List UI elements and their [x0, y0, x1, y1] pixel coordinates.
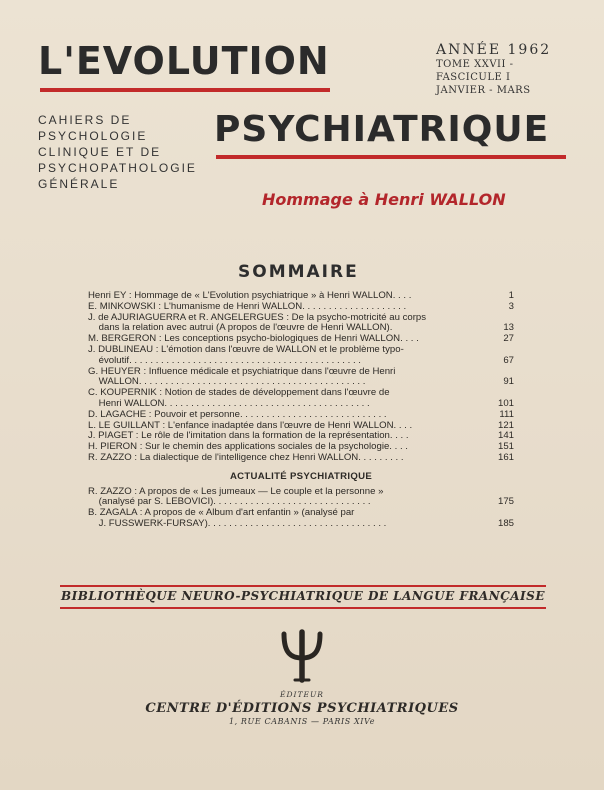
toc-entry	[88, 345, 514, 367]
toc-entry-page: 151	[497, 441, 514, 453]
toc-entry	[88, 410, 514, 421]
psi-logo-icon	[278, 628, 326, 684]
journal-title-line1: L'EVOLUTION	[38, 39, 330, 83]
toc-entry-page: 175	[497, 496, 514, 508]
subtitle-line: CLINIQUE ET DE	[38, 145, 162, 159]
toc-entry	[88, 313, 514, 335]
issue-year: ANNÉE 1962	[436, 42, 552, 58]
title-underline-2	[216, 155, 566, 159]
toc-entry-page: 1	[508, 290, 514, 301]
toc-entry	[88, 388, 514, 410]
subtitle-line: GÉNÉRALE	[38, 177, 120, 191]
toc-entry-page: 3	[508, 300, 514, 312]
toc-entry-text: R. ZAZZO : La dialectique de l'intelligence chez Henri WALLON. . . . . . . . .	[88, 451, 404, 463]
actualite-heading: ACTUALITÉ PSYCHIATRIQUE	[229, 470, 373, 482]
toc-entry-text: Henri EY : Hommage de « L'Evolution psychiatrique » à Henri WALLON. . . .	[88, 290, 412, 301]
toc-entry	[88, 453, 514, 464]
journal-title-line2: PSYCHIATRIQUE	[214, 109, 550, 150]
subtitle-line: CAHIERS DE	[38, 113, 132, 127]
toc-entry-page: 121	[497, 419, 514, 431]
toc-entry-text: H. PIERON : Sur le chemin des applications sociales de la psychologie. . . .	[88, 441, 408, 453]
title-underline-1	[40, 88, 330, 92]
hommage-dedication: Hommage à Henri WALLON	[262, 190, 506, 209]
subtitle-line: PSYCHOPATHOLOGIE	[38, 161, 197, 175]
toc-entry-page: 111	[499, 408, 514, 420]
toc-entry-text: J. PIAGET : Le rôle de l'imitation dans la formation de la représentation. . . .	[88, 430, 409, 442]
biblio-rule-top	[60, 585, 546, 587]
issue-info	[436, 42, 576, 97]
bibliotheque-banner: BIBLIOTHÈQUE NEURO-PSYCHIATRIQUE DE LANGUE FRANÇAISE	[61, 589, 545, 603]
toc-entry-page: 185	[497, 517, 514, 529]
toc-entry-page: 91	[503, 376, 514, 388]
toc-entry-text: B. ZAGALA : A propos de « Album d'art enfantin » (analysé par J. FUSSWERK-FURSAY). . . . . . . . . . . . . . . . . . . . . . . . . . . . . . . . . .	[88, 507, 387, 529]
toc-entry-text: C. KOUPERNIK : Notion de stades de développement dans l'œuvre de Henri WALLON. . . . . . . . . . . . . . . . . . . . . . . . . . . . . . . . . . . . . . .	[88, 387, 390, 409]
toc-entry	[88, 367, 514, 389]
toc-entry-page: 13	[503, 322, 514, 334]
sommaire-heading: SOMMAIRE	[238, 262, 359, 282]
editeur-address: 1, RUE CABANIS — PARIS XIVe	[228, 717, 376, 726]
issue-period: JANVIER - MARS	[436, 85, 531, 96]
toc-entry-text: L. LE GUILLANT : L'enfance inadaptée dans l'œuvre de Henri WALLON. . . .	[88, 419, 413, 431]
biblio-rule-bottom	[60, 607, 546, 609]
table-of-contents	[88, 291, 514, 530]
subtitle-line: PSYCHOLOGIE	[38, 129, 148, 143]
toc-entry-page: 101	[497, 397, 514, 409]
toc-entry	[88, 302, 514, 313]
editeur-label: ÉDITEUR	[280, 690, 324, 699]
issue-tome: TOME XXVII - FASCICULE I	[436, 59, 514, 83]
toc-entry-page: 27	[503, 333, 514, 345]
journal-subtitle	[38, 112, 197, 192]
toc-entry-page: 67	[503, 354, 514, 366]
toc-entry-page: 141	[497, 430, 514, 442]
toc-entry-text: M. BERGERON : Les conceptions psycho-biologiques de Henri WALLON. . . .	[88, 333, 419, 345]
toc-entry-text: E. MINKOWSKI : L'humanisme de Henri WALLON. . . . . . . . . . . . . . . . . . . .	[88, 300, 407, 312]
toc-entry-text: G. HEUYER : Influence médicale et psychiatrique dans l'œuvre de Henri WALLON. . . . . . . . . . . . . . . . . . . . . . . . . . . . . . . . . . . . . . . . . . .	[88, 365, 396, 388]
toc-entry-text: D. LAGACHE : Pouvoir et personne. . . . . . . . . . . . . . . . . . . . . . . . . . . .	[88, 408, 387, 420]
toc-entry-text: J. de AJURIAGUERRA et R. ANGELERGUES : De la psycho-motricité au corps dans la relation avec autrui (A propos de l'œuvre de Henri WALLON).	[88, 311, 427, 334]
toc-entry	[88, 487, 514, 509]
toc-entry-page: 161	[497, 451, 514, 463]
toc-entry-text: R. ZAZZO : A propos de « Les jumeaux — Le couple et la personne » (analysé par S. LEBOVICI). . . . . . . . . . . . . . . . . . . . . . . . . . . . . .	[88, 485, 384, 508]
editeur-name: CENTRE D'ÉDITIONS PSYCHIATRIQUES	[145, 701, 459, 716]
toc-entry-text: J. DUBLINEAU : L'émotion dans l'œuvre de WALLON et le problème typo- évolutif. . . . . . . . . . . . . . . . . . . . . . . . . . . . . . . . . . . . . . . . . . . .	[88, 343, 404, 366]
toc-entry	[88, 508, 514, 530]
